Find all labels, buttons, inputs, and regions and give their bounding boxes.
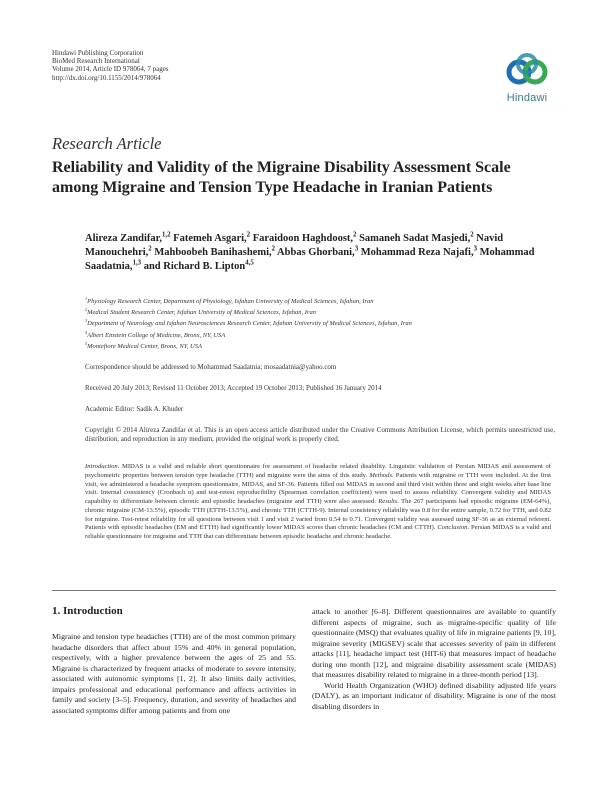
affiliation-item <box>85 341 565 352</box>
author-affiliation-marker: 2 <box>271 245 276 253</box>
doi-link[interactable]: http://dx.doi.org/10.1155/2014/978064 <box>52 73 161 82</box>
abstract-results: The 267 participants had episodic migraine (EM-64%), chronic migraine (CM-13.5%), episodic TTH (ETTH-13.5%), and chronic TTH (CTTH-9). Internal consistency reliability was 0.8 for the entire sample, 0.72 for TTH, and 0.82 for migraine. Test-retest reliability for all questions between visit 1 and visit 2 varied from 0.54 to 0.71. Convergent validity was assessed using SF-36 as an external referent. Patients with episodic headaches (EM and ETTH) had significantly lower MIDAS scores than chronic headaches (CM and CTTH). <box>85 498 551 532</box>
correspondence: Correspondence should be addressed to Mohammad Saadatnia; mosaadatnia@yahoo.com <box>85 363 337 371</box>
author-name: Samaneh Sadat Masjedi, <box>356 233 471 244</box>
author-affiliation-marker: 2 <box>470 231 474 239</box>
divider <box>52 590 556 591</box>
affiliation-text: Albert Einstein College of Medicine, Bronx, NY, USA <box>87 331 226 339</box>
author-name: Alireza Zandifar, <box>85 233 163 244</box>
body-paragraph: attack to another [6–8]. Different questionnaires are available to quantify different aspects of migraine, such as migraine-specific quality of life questionnaire (MSQ) that evaluates quality of life in migraine patients [9, 10], migraine severity (MIGSEV) scale that accesses severity of pain in different attacks [11], headache impact test (HIT-6) that measures impact of headache during one month [12], and migraine disability assessment scale (MIDAS) that measures disability related to migraine in a three-month period [13]. <box>312 607 556 679</box>
affiliation-number: 1 <box>85 295 88 301</box>
author-name: and Richard B. Lipton <box>141 261 246 272</box>
author-affiliation-marker: 2 <box>148 245 152 253</box>
author-name: Faraidoon Haghdoost, <box>250 233 354 244</box>
author-name: Mahboobeh Banihashemi, <box>151 247 272 258</box>
author-name: Mohammad Saadatnia, <box>85 247 535 272</box>
abstract-methods: Patients with migraine or TTH were included. At the first visit, we administered a headache symptom questionnaire, MIDAS, and SF-36. Patients filled out MIDAS in second and third visit within three and eight weeks after base line visit. Internal consistency (Cronbach α) and test-retest reproducibility (Spearman correlation coefficient) were used to assess reliability. Convergent validity and MIDAS capability to differentiate between chronic and episodic headaches (migraine and TTH) were also assessed. <box>85 471 551 505</box>
abstract-intro: MIDAS is a valid and reliable short questionnaire for assessment of headache related disability. Linguistic validation of Persian MIDAS and assessment of psychometric properties between tension type headache (TTH) and migraine were the aims of this study. <box>85 463 551 479</box>
article-type: Research Article <box>52 134 162 153</box>
author-affiliation-marker: 1,2 <box>162 231 171 239</box>
abstract-conclusion-label: Conclusion. <box>437 524 470 532</box>
author-name: Mohammad Reza Najafi, <box>358 247 474 258</box>
abstract-results-label: Results. <box>378 498 399 505</box>
abstract-intro-label: Introduction. <box>85 463 120 470</box>
affiliation-number: 4 <box>85 329 88 335</box>
affiliation-number: 2 <box>85 307 88 313</box>
author-affiliation-marker: 2 <box>353 231 357 239</box>
author-affiliation-marker: 3 <box>354 245 359 253</box>
author-affiliation-marker: 4,5 <box>245 259 254 267</box>
copyright-notice: Copyright © 2014 Alireza Zandifar et al. This is an open access article distributed under the Creative Commons Attribution License, which permits unrestricted use, distribution, and reproduction in any medium, provided the original work is properly cited. <box>85 426 555 443</box>
affiliation-item <box>85 330 565 341</box>
publication-dates: Received 20 July 2013; Revised 11 October 2013; Accepted 19 October 2013; Published 16 January 2014 <box>85 384 382 392</box>
affiliation-list <box>85 296 565 352</box>
affiliation-item <box>85 296 565 307</box>
body-column-left: Migraine and tension type headaches (TTH) are of the most common primary headache disorders that affect about 15% and 40% in general population, respectively, with a higher prevalence between the ages of 25 and 55. Migraine is characterized by frequent attacks of moderate to severe intensity, associated with autonomic symptoms [1, 2]. It also limits daily activities, impairs professional and educational performance and affects activities in family and society [3–5]. Frequency, duration, and severity of headaches and associated symptoms differ among patients and from one <box>52 632 296 715</box>
author-name: Navid Manouchehri, <box>85 233 504 258</box>
affiliation-number: 5 <box>85 340 88 346</box>
abstract-conclusion: Persian MIDAS is a valid and reliable questionnaire for migraine and TTH that can differentiate between episodic headache and chronic headache. <box>85 524 551 540</box>
author-affiliation-marker: 1,3 <box>132 259 142 267</box>
author-name: Abbas Ghorbani, <box>275 247 355 258</box>
section-heading: 1. Introduction <box>52 605 123 617</box>
affiliation-text: Physiology Research Center, Department of Physiology, Isfahan University of Medical Sciences, Isfahan, Iran <box>87 298 374 305</box>
abstract-methods-label: Methods. <box>369 471 394 479</box>
author-list <box>85 232 565 274</box>
affiliation-text: Montefiore Medical Center, Bronx, NY, USA <box>87 342 202 350</box>
article-title: Reliability and Validity of the Migraine Disability Assessment Scale among Migraine and Tension Type Headache in Iranian Patients <box>52 159 511 196</box>
affiliation-item <box>85 318 565 329</box>
hindawi-wordmark: Hindawi <box>506 92 548 104</box>
journal-name: BioMed Research International <box>52 57 140 66</box>
academic-editor: Academic Editor: Sadik A. Khuder <box>85 405 184 413</box>
affiliation-number: 3 <box>85 318 88 324</box>
body-paragraph: World Health Organization (WHO) defined disability adjusted life years (DALY), as an important indicator of disability. Migraine is one of the most disabling disorders in <box>312 680 556 711</box>
body-column-right <box>312 607 556 712</box>
author-affiliation-marker: 2 <box>246 231 251 239</box>
affiliation-item <box>85 307 565 318</box>
publisher-name: Hindawi Publishing Corporation <box>52 49 144 57</box>
affiliation-text: Department of Neurology and Isfahan Neurosciences Research Center, Isfahan University of Medical Sciences, Isfahan, Iran <box>87 320 412 328</box>
author-name: Fatemeh Asgari, <box>170 233 247 244</box>
volume-info: Volume 2014, Article ID 978064, 7 pages <box>52 65 169 74</box>
author-affiliation-marker: 3 <box>473 245 477 253</box>
abstract <box>85 463 551 542</box>
affiliation-text: Medical Student Research Center, Isfahan University of Medical Sciences, Isfahan, Iran <box>87 309 316 317</box>
journal-header <box>52 49 169 82</box>
